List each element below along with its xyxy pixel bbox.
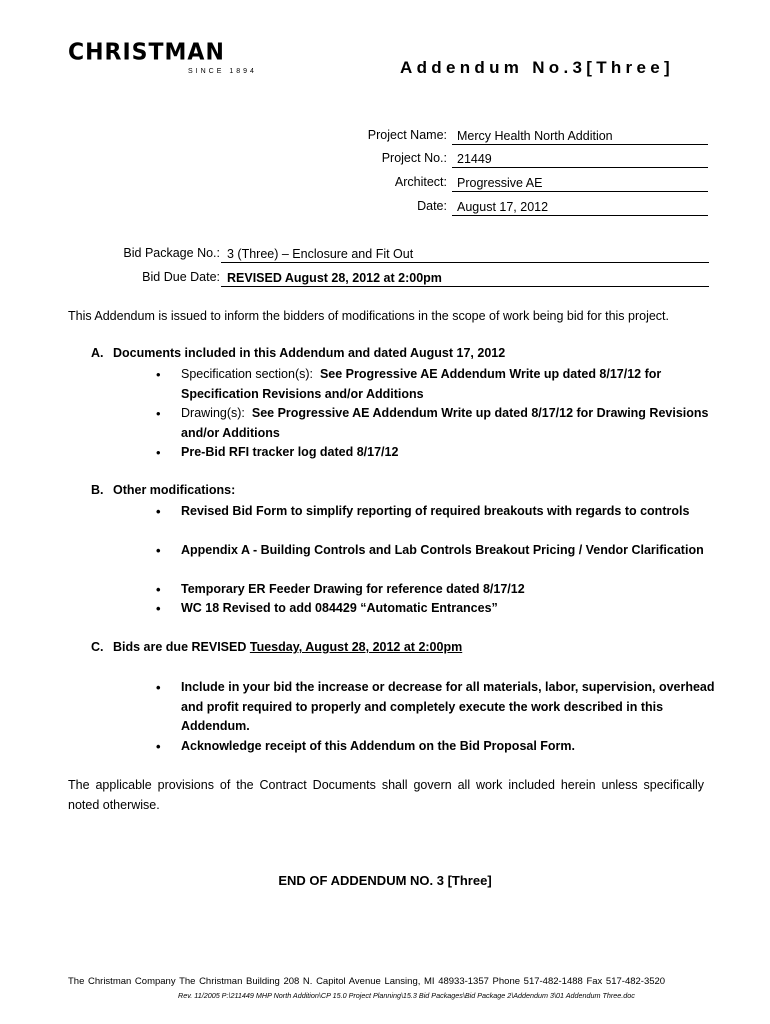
- footer-address: The Christman Company The Christman Building 208 N. Capitol Avenue Lansing, MI 48933-1357 Phone 517-482-1488 Fax 517-482-3520: [68, 976, 666, 987]
- bullet-dot: •: [156, 543, 161, 558]
- section-b-title: Other modifications:: [113, 483, 236, 497]
- bullet-dot: •: [156, 680, 161, 695]
- project-no-row: [0, 151, 770, 167]
- section-a-letter: A.: [91, 346, 104, 360]
- section-b-bullet: [156, 599, 716, 619]
- date-row: [0, 199, 770, 215]
- section-c-due-date: Tuesday, August 28, 2012 at 2:00pm: [249, 640, 463, 654]
- project-no-value: 21449: [452, 151, 708, 168]
- bid-due-row: [0, 270, 770, 286]
- project-name-label: Project Name:: [367, 128, 447, 142]
- architect-value: Progressive AE: [452, 175, 708, 192]
- project-no-label: Project No.:: [381, 151, 447, 165]
- logo-since: SINCE 1894: [188, 68, 257, 75]
- bullet-text: Temporary ER Feeder Drawing for reference dated 8/17/12: [181, 582, 525, 596]
- bullet-text: Revised Bid Form to simplify reporting of required breakouts with regards to controls: [181, 504, 690, 518]
- bullet-dot: •: [156, 601, 161, 616]
- logo-wordmark: CHRISTMAN: [68, 39, 225, 66]
- bullet-bold-text: Pre-Bid RFI tracker log dated 8/17/12: [181, 445, 399, 459]
- bullet-dot: •: [156, 445, 161, 460]
- project-name-value: Mercy Health North Addition: [452, 128, 708, 145]
- section-a-bullet: [156, 365, 716, 404]
- intro-paragraph: This Addendum is issued to inform the bidders of modifications in the scope of work being bid for this project.: [68, 309, 670, 323]
- bid-package-label: Bid Package No.:: [123, 246, 220, 260]
- bullet-dot: •: [156, 367, 161, 382]
- section-c-bullet: [156, 678, 716, 737]
- architect-label: Architect:: [394, 175, 447, 189]
- end-of-addendum: END OF ADDENDUM NO. 3 [Three]: [278, 873, 492, 888]
- bullet-dot: •: [156, 739, 161, 754]
- bullet-text: Appendix A - Building Controls and Lab Controls Breakout Pricing / Vendor Clarification: [181, 543, 704, 557]
- project-name-row: [0, 128, 770, 144]
- section-c-heading: [91, 640, 462, 654]
- date-label: Date:: [417, 199, 447, 213]
- section-b-letter: B.: [91, 483, 104, 497]
- section-c-title: Bids are due REVISED: [113, 640, 247, 654]
- bullet-prefix: Drawing(s):: [181, 406, 245, 420]
- bullet-prefix: Specification section(s):: [181, 367, 314, 381]
- section-c-bullet: [156, 737, 716, 757]
- section-a-bullet: [156, 404, 716, 443]
- bullet-dot: •: [156, 504, 161, 519]
- bullet-dot: •: [156, 582, 161, 597]
- bullet-text: Acknowledge receipt of this Addendum on the Bid Proposal Form.: [181, 739, 576, 753]
- section-b-bullet: [156, 541, 716, 561]
- section-b-bullet: [156, 502, 716, 522]
- section-a-bullet: [156, 443, 716, 463]
- bullet-bold-text: See Progressive AE Addendum Write up dated 8/17/12 for Specification Revisions and/or Additions: [181, 367, 662, 401]
- section-a-title: Documents included in this Addendum and dated August 17, 2012: [113, 346, 506, 360]
- bid-package-value: 3 (Three) – Enclosure and Fit Out: [221, 246, 709, 263]
- section-b-bullet: [156, 580, 716, 600]
- bid-due-label: Bid Due Date:: [142, 270, 220, 284]
- addendum-title: Addendum No.3[Three]: [400, 58, 674, 77]
- bullet-text: WC 18 Revised to add 084429 “Automatic Entrances”: [181, 601, 498, 615]
- company-logo: [68, 39, 257, 75]
- bullet-bold-text: See Progressive AE Addendum Write up dated 8/17/12 for Drawing Revisions and/or Additions: [181, 406, 709, 440]
- section-c-letter: C.: [91, 640, 104, 654]
- bid-package-row: [0, 246, 770, 262]
- architect-row: [0, 175, 770, 191]
- bid-due-value: REVISED August 28, 2012 at 2:00pm: [221, 270, 709, 287]
- footer-file-path: Rev. 11/2005 P:\211449 MHP North Addition\CP 15.0 Project Planning\15.3 Bid Packages\Bid Package 2\Addendum 3\01 Addendum Three.doc: [178, 991, 635, 1000]
- date-value: August 17, 2012: [452, 199, 708, 216]
- bullet-text: Include in your bid the increase or decrease for all materials, labor, supervision, overhead and profit required to properly and completely execute the work described in this Addendum.: [181, 680, 715, 733]
- closing-paragraph: The applicable provisions of the Contract Documents shall govern all work included herein unless specifically noted otherwise.: [68, 778, 704, 812]
- bullet-dot: •: [156, 406, 161, 421]
- section-b-heading: [91, 483, 235, 497]
- section-a-heading: [91, 346, 505, 360]
